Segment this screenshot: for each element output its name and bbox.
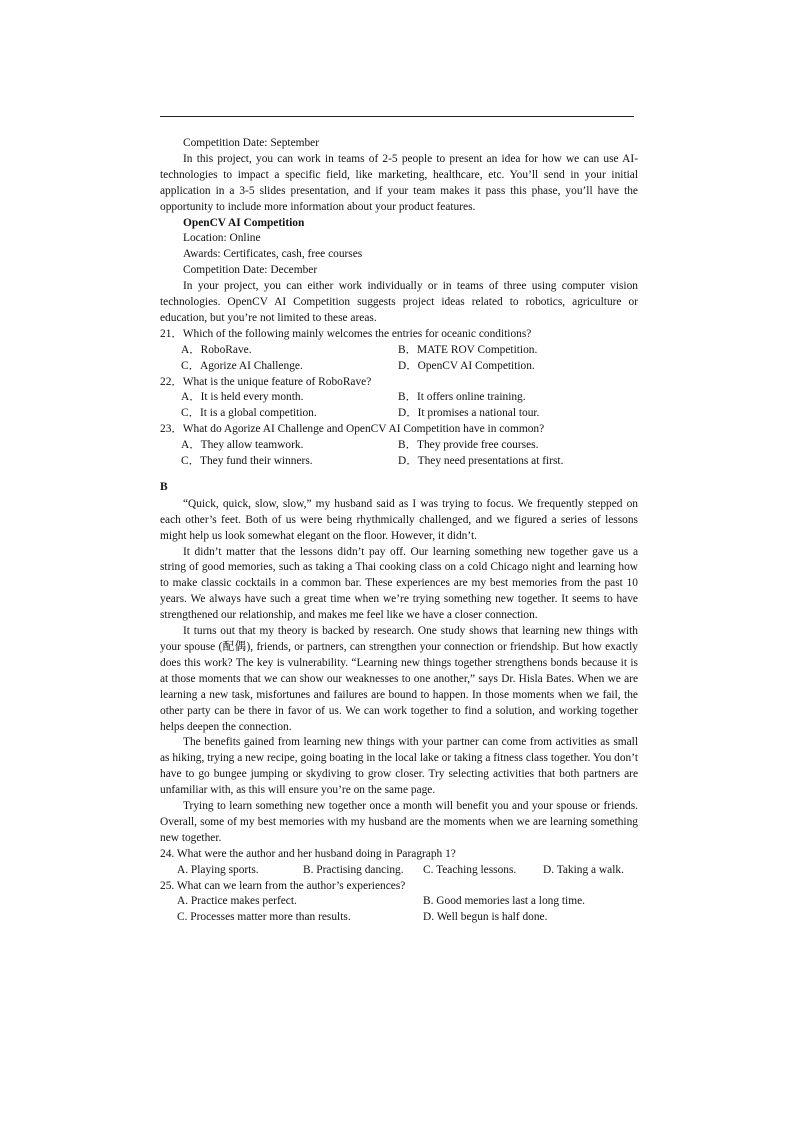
option-c: C. Processes matter more than results.: [177, 911, 351, 924]
passage-paragraph-1: “Quick, quick, slow, slow,” my husband said as I was trying to focus. We frequently stepped on each other’s feet. Both of us were being rhythmically challenged, and we figured a series of lessons might help us look somewhat elegant on the floor. However, it didn’t.: [160, 497, 638, 542]
options-row: [160, 454, 638, 470]
option-c: C．Agorize AI Challenge.: [181, 359, 303, 372]
opencv-awards: Awards: Certificates, cash, free courses: [183, 248, 363, 261]
option-d: D. Taking a walk.: [543, 863, 624, 876]
passage-paragraph-5: Trying to learn something new together once a month will benefit you and your spouse or friends. Overall, some of my best memories with my husband are the moments when we are learning something new together.: [160, 800, 638, 844]
document-body: [160, 136, 638, 926]
options-row: [160, 438, 638, 454]
opencv-title: OpenCV AI Competition: [183, 216, 305, 229]
header-rule: [160, 116, 634, 117]
question-stem: 21．Which of the following mainly welcomes the entries for oceanic conditions?: [160, 327, 532, 340]
section-b-heading: B: [160, 480, 168, 493]
agorize-description: In this project, you can work in teams of 2-5 people to present an idea for how we can use AI-technologies to impact a specific field, like marketing, healthcare, etc. You’ll send in your initial application in a 3-5 slides presentation, and if your team makes it pass this phase, you’ll have the opportunity to include more information about your product features.: [160, 152, 638, 213]
question-stem: 25. What can we learn from the author’s experiences?: [160, 879, 406, 892]
question-23: [160, 422, 638, 470]
question-22: [160, 375, 638, 423]
option-d: D. Well begun is half done.: [423, 911, 548, 924]
option-a: A. Playing sports.: [177, 863, 259, 876]
option-c: C．They fund their winners.: [181, 455, 313, 468]
opencv-date: Competition Date: December: [183, 264, 318, 277]
question-stem: 22．What is the unique feature of RoboRave?: [160, 375, 372, 388]
options-row: [160, 406, 638, 422]
passage-paragraph-4: The benefits gained from learning new things with your partner can come from activities as small as hiking, trying a new recipe, going boating in the local lake or taking a fitness class together. You don’t have to go bungee jumping or skydiving to grow closer. Try selecting activities that both partners are unfamiliar with, as this will ensure you’re on the same page.: [160, 736, 638, 797]
option-a: A．It is held every month.: [181, 391, 304, 404]
passage-paragraph-2: It didn’t matter that the lessons didn’t pay off. Our learning something new together gave us a string of good memories, such as taking a Thai cooking class on a cold Chicago night and learning how to make classic cocktails in a common bar. These experiences are my best memories from the past 10 years. We always have such a great time when we’re trying something new together. It seems to have strengthened our relationship, and makes me feel like we have a closer connection.: [160, 545, 638, 622]
opencv-description: In your project, you can either work individually or in teams of three using computer vision technologies. OpenCV AI Competition suggests project ideas related to robotics, agriculture or education, but you’re not limited to these areas.: [160, 280, 638, 324]
option-b: B. Practising dancing.: [303, 863, 404, 876]
option-a: A．RoboRave.: [181, 343, 252, 356]
options-row: [160, 359, 638, 375]
question-25: [160, 879, 638, 927]
option-b: B. Good memories last a long time.: [423, 895, 585, 908]
question-stem: 24. What were the author and her husband doing in Paragraph 1?: [160, 847, 456, 860]
option-b: B．They provide free courses.: [398, 439, 539, 452]
options-row: [160, 863, 638, 879]
opencv-location: Location: Online: [183, 232, 261, 245]
options-row: [160, 343, 638, 359]
option-c: C．It is a global competition.: [181, 407, 317, 420]
agorize-date: Competition Date: September: [183, 137, 320, 149]
passage-paragraph-3: It turns out that my theory is backed by research. One study shows that learning new things with your spouse (配偶), friends, or partners, can strengthen your connection or friendship. But how exactly does this work? The key is vulnerability. “Learning new things together strengthens bonds because it is at those moments that we can show our weaknesses to one another,” says Dr. Hisla Bates. When we are learning a new task, misfortunes and failures are bound to happen. In those moments when we fail, the other party can be there in favor of us. We can work together to find a solution, and working together helps deepen the connection.: [160, 625, 638, 733]
option-a: A．They allow teamwork.: [181, 439, 304, 452]
option-c: C. Teaching lessons.: [423, 863, 517, 876]
option-a: A. Practice makes perfect.: [177, 895, 297, 908]
options-row: [160, 910, 638, 926]
option-b: B．It offers online training.: [398, 391, 526, 404]
question-stem: 23．What do Agorize AI Challenge and OpenCV AI Competition have in common?: [160, 423, 545, 436]
question-24: [160, 847, 638, 879]
option-d: D．OpenCV AI Competition.: [398, 359, 535, 372]
question-21: [160, 327, 638, 375]
options-row: [160, 894, 638, 910]
option-d: D．It promises a national tour.: [398, 407, 540, 420]
option-b: B．MATE ROV Competition.: [398, 343, 538, 356]
option-d: D．They need presentations at first.: [398, 455, 564, 468]
options-row: [160, 390, 638, 406]
